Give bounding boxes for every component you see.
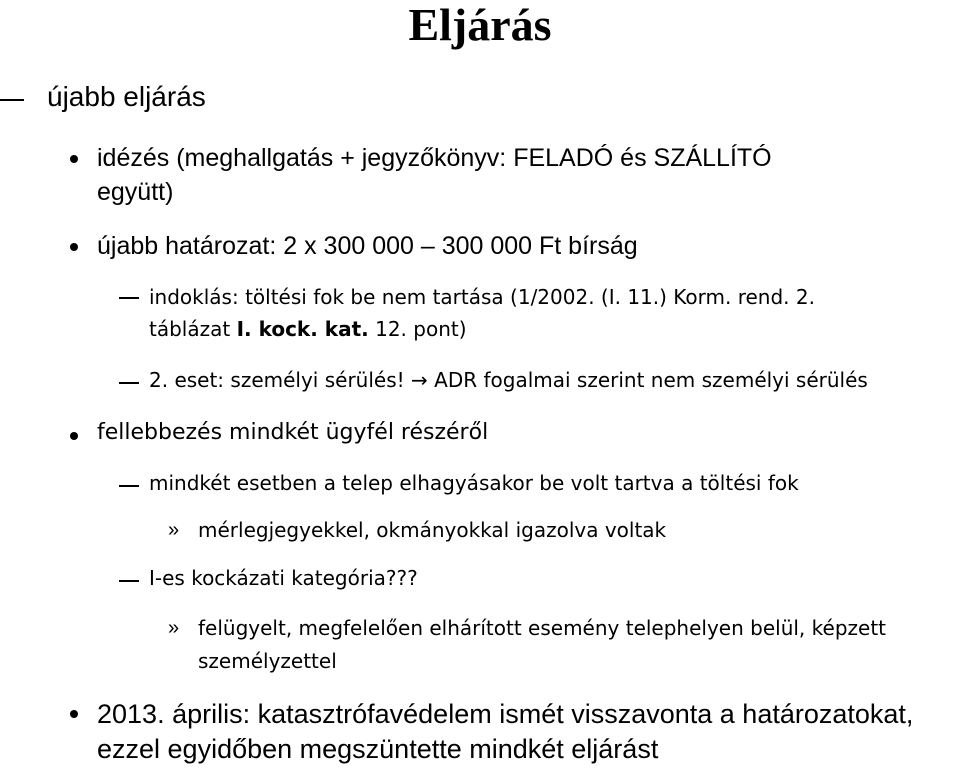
sub-1-line-2 (149, 314, 467, 344)
sub-dash (119, 382, 139, 384)
bullet-2: újabb határozat: 2 x 300 000 – 300 000 Ft bírság (97, 232, 638, 260)
sub-2 (149, 365, 868, 395)
raquo-marker: » (168, 617, 180, 639)
sub-dash (119, 580, 139, 582)
section-dash (0, 99, 24, 101)
sub-1-line-2-post: 12. pont) (368, 317, 467, 341)
slide-title: Eljárás (408, 0, 552, 50)
bullet-dot (70, 155, 78, 163)
tertiary-1: mérlegjegyekkel, okmányokkal igazolva voltak (198, 518, 667, 542)
sub-3: mindkét esetben a telep elhagyásakor be volt tartva a töltési fok (149, 471, 799, 495)
sub-2-pre: 2. eset: személyi sérülés! (149, 368, 412, 392)
bullet-4-line-1: 2013. április: katasztrófavédelem ismét visszavonta a határozatokat, (97, 699, 914, 729)
tertiary-2-line-2: személyzettel (198, 649, 337, 673)
arrow-right-icon: → (411, 368, 428, 392)
bullet-1-line-1: idézés (meghallgatás + jegyzőkönyv: FELADÓ és SZÁLLÍTÓ (97, 144, 772, 172)
raquo-marker: » (168, 519, 180, 541)
tertiary-2-line-1: felügyelt, megfelelően elhárított esemény telephelyen belül, képzett (198, 616, 886, 640)
sub-dash (119, 297, 139, 299)
bullet-dot (70, 432, 78, 440)
section-label: újabb eljárás (47, 81, 206, 112)
sub-1-line-2-pre: táblázat (149, 317, 237, 341)
sub-1-line-1: indoklás: töltési fok be nem tartása (1/2002. (I. 11.) Korm. rend. 2. (149, 285, 815, 309)
bullet-4-line-2: ezzel egyidőben megszüntette mindkét eljárást (97, 734, 659, 764)
bullet-dot (70, 243, 78, 251)
bullet-3: fellebbezés mindkét ügyfél részéről (97, 420, 489, 445)
bullet-1-line-2: együtt) (97, 178, 174, 206)
sub-dash (119, 485, 139, 487)
bullet-dot (70, 710, 78, 718)
sub-2-post: ADR fogalmai szerint nem személyi sérülés (427, 368, 868, 392)
sub-1-line-2-bold: I. kock. kat. (236, 317, 369, 341)
sub-4: I-es kockázati kategória??? (149, 566, 418, 590)
